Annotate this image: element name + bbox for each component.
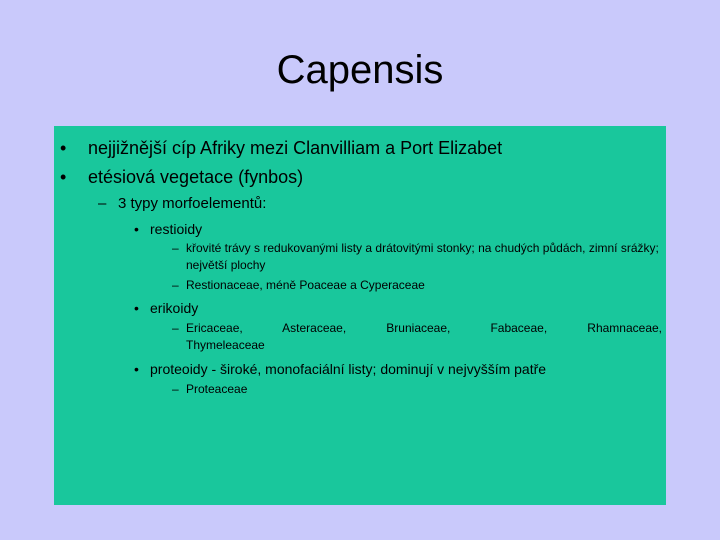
detail-proteoidy-1: [172, 381, 662, 398]
detail-text-line-1: Ericaceae, Asteraceae, Bruniaceae, Fabaceae, Rhamnaceae,: [186, 321, 662, 335]
detail-erikoidy-1: [172, 320, 662, 354]
bullet-marker: –: [172, 278, 179, 292]
detail-restioidy-1: [172, 240, 662, 274]
bullet-marker: •: [134, 361, 139, 377]
bullet-marker: –: [98, 195, 107, 212]
bullet-text: etésiová vegetace (fynbos): [88, 167, 304, 187]
detail-text: Restionaceae, méně Poaceae a Cyperaceae: [186, 278, 425, 292]
bullet-marker: •: [134, 221, 139, 237]
bullet-marker: –: [172, 241, 179, 255]
bullet-text: 3 typy morfoelementů:: [118, 195, 267, 212]
detail-text: Proteaceae: [186, 382, 248, 396]
content-box: [54, 126, 666, 505]
bullet-marker: –: [172, 321, 179, 335]
slide-title: Capensis: [276, 48, 444, 92]
bullet-marker: –: [172, 382, 179, 396]
item-label: erikoidy: [150, 300, 199, 316]
item-label: restioidy: [150, 221, 203, 237]
bullet-marker: •: [60, 167, 67, 187]
bullet-marker: •: [134, 300, 139, 316]
detail-text: křovité trávy s redukovanými listy a drátovitými stonky; na chudých půdách, zimní srážky; největší plochy: [186, 241, 659, 272]
bullet-marker: •: [60, 138, 67, 158]
item-label: proteoidy - široké, monofaciální listy; dominují v nejvyšším patře: [150, 361, 547, 377]
bullet-text: nejjižnější cíp Afriky mezi Clanvilliam a Port Elizabet: [88, 138, 503, 158]
detail-text-line-2: Thymeleaceae: [186, 338, 265, 352]
detail-restioidy-2: [172, 277, 662, 294]
